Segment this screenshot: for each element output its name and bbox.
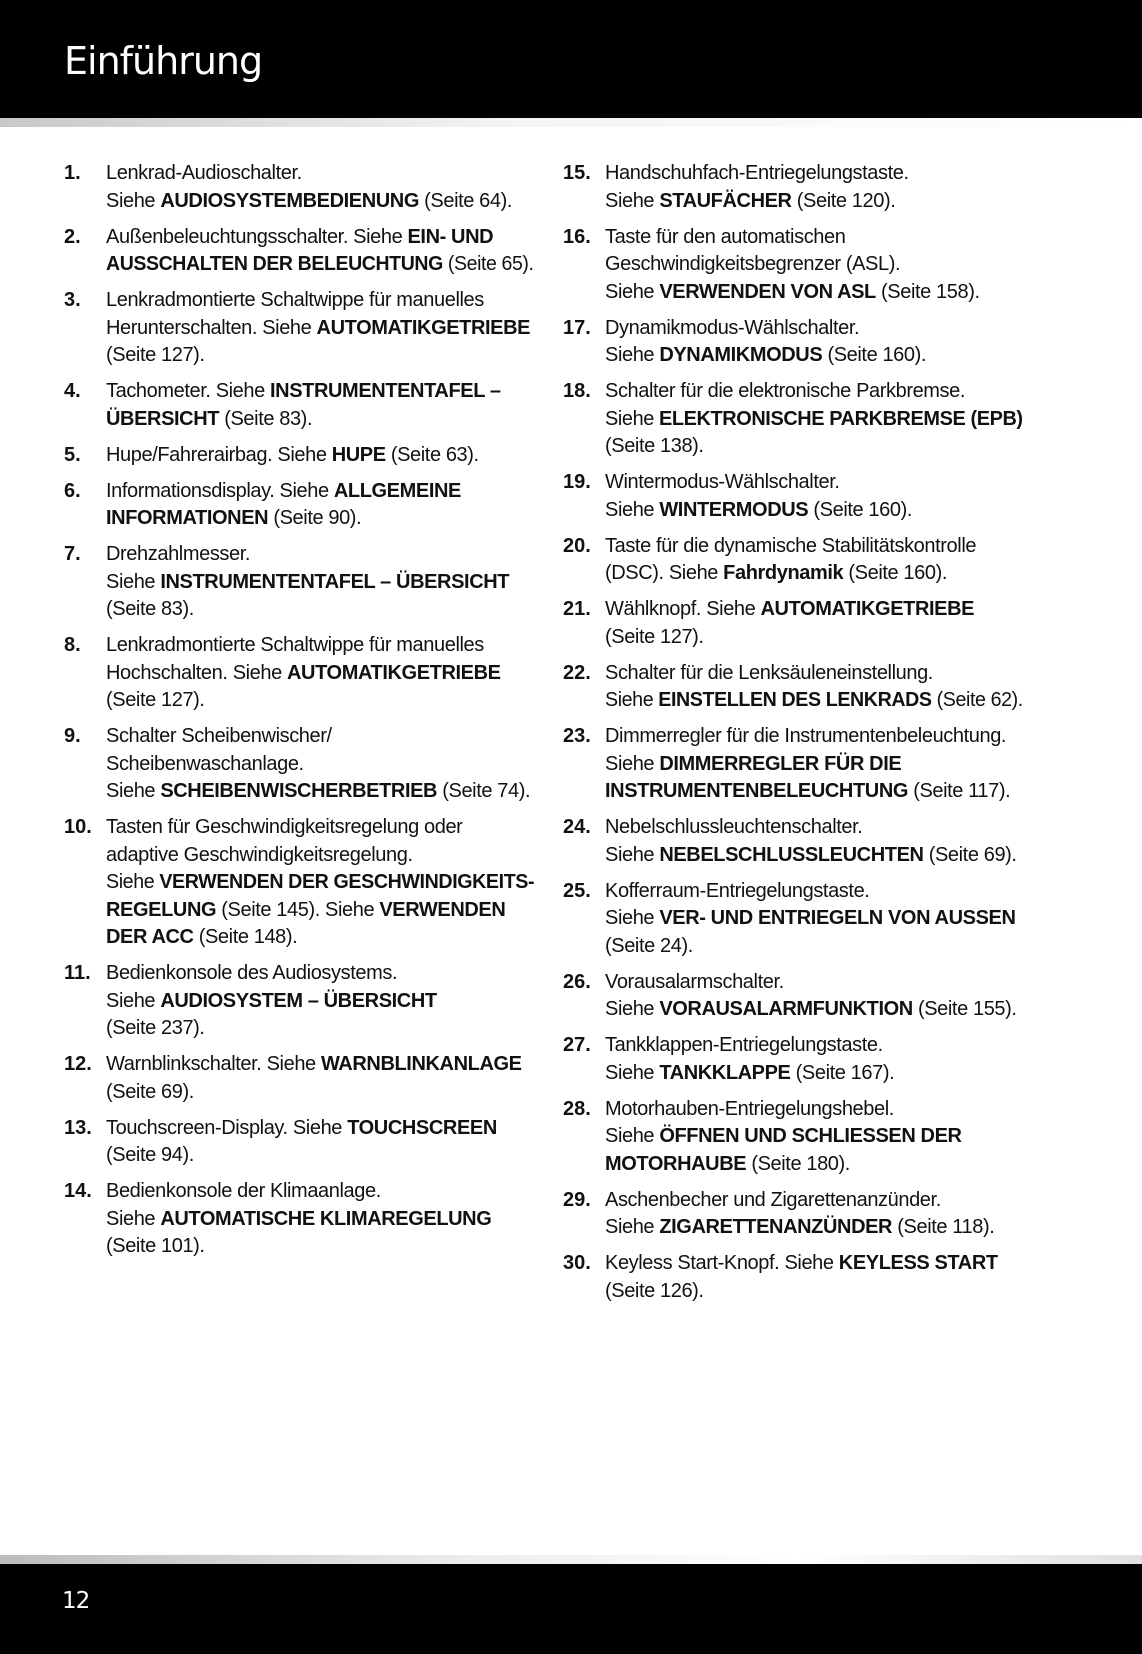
- item-text: (Seite 158).: [875, 280, 980, 303]
- list-item: [563, 723, 1023, 806]
- list-item: [563, 533, 1023, 588]
- item-description: [605, 969, 1023, 1024]
- item-line: [106, 1233, 205, 1261]
- item-line: [605, 497, 912, 525]
- list-item: [563, 596, 1023, 651]
- item-text: (Seite 118).: [892, 1216, 995, 1238]
- item-line: [605, 560, 947, 588]
- cross-reference: ÜBERSICHT: [106, 407, 220, 430]
- item-text: (Seite 62).: [931, 689, 1023, 711]
- item-line: [605, 624, 704, 652]
- item-number: 18.: [563, 380, 591, 402]
- item-description: [106, 224, 534, 279]
- item-description: [605, 596, 1023, 651]
- item-number: 24.: [563, 816, 591, 838]
- item-text: Dynamikmodus-Wählschalter.: [605, 316, 860, 339]
- item-line: [106, 1079, 194, 1107]
- item-line: [605, 842, 1017, 870]
- item-text: Drehzahlmesser.: [106, 543, 251, 565]
- footer-bar: [0, 1564, 1142, 1654]
- item-number: 6.: [64, 479, 81, 502]
- item-line: [605, 751, 901, 779]
- item-text: (Seite 237).: [106, 1017, 205, 1039]
- item-description: [106, 442, 534, 470]
- item-description: [106, 1115, 534, 1170]
- item-line: [106, 505, 361, 533]
- item-text: (Seite 120).: [791, 189, 896, 212]
- list-item: [64, 632, 534, 715]
- item-text: (Seite 127).: [106, 689, 205, 711]
- item-text: Taste für die dynamische Stabilitätskontrolle: [605, 534, 977, 557]
- item-text: Handschuhfach-Entriegelungstaste.: [605, 162, 909, 184]
- header-bar: [0, 0, 1142, 118]
- item-line: [605, 660, 933, 688]
- item-line: [106, 1015, 205, 1043]
- item-line: [605, 1278, 704, 1306]
- cross-reference: AUTOMATIKGETRIEBE: [760, 598, 975, 620]
- item-description: [605, 660, 1023, 715]
- item-line: [106, 1178, 381, 1206]
- list-item: [64, 1115, 534, 1170]
- item-line: [106, 442, 479, 470]
- item-description: [106, 960, 534, 1043]
- item-line: [605, 905, 1016, 933]
- list-item: [563, 224, 1023, 307]
- item-line: [106, 315, 530, 343]
- item-line: [605, 378, 965, 406]
- item-text: Nebelschlussleuchtenschalter.: [605, 816, 863, 838]
- item-text: Siehe: [605, 407, 660, 430]
- item-description: [106, 287, 534, 370]
- list-item: [64, 160, 534, 215]
- item-line: [605, 188, 895, 216]
- list-item: [563, 878, 1023, 961]
- cross-reference: INSTRUMENTENBELEUCHTUNG: [605, 780, 909, 802]
- entry-list-left: [64, 160, 534, 1269]
- item-number: 15.: [563, 162, 591, 184]
- item-text: Tasten für Geschwindigkeitsregelung oder: [106, 816, 463, 838]
- list-item: [563, 1032, 1023, 1087]
- item-text: Hupe/Fahrerairbag. Siehe: [106, 443, 332, 466]
- item-text: Dimmerregler für die Instrumentenbeleuchtung.: [605, 725, 1007, 747]
- item-line: [106, 988, 437, 1016]
- item-text: Siehe: [605, 1125, 660, 1147]
- page-number: 12: [62, 1588, 90, 1614]
- cross-reference: TOUCHSCREEN: [347, 1116, 497, 1139]
- item-number: 14.: [64, 1180, 92, 1202]
- item-number: 4.: [64, 380, 81, 402]
- cross-reference: ALLGEMEINE: [333, 479, 461, 502]
- list-item: [64, 287, 534, 370]
- item-text: Kofferraum-Entriegelungstaste.: [605, 879, 870, 902]
- item-text: (Seite 127).: [605, 625, 704, 648]
- item-line: [106, 751, 304, 779]
- item-text: Siehe: [605, 907, 660, 929]
- item-text: (Seite 90).: [268, 507, 362, 529]
- item-number: 23.: [563, 725, 591, 747]
- item-line: [605, 1032, 883, 1060]
- item-line: [106, 1115, 497, 1143]
- item-description: [605, 224, 1023, 307]
- item-description: [106, 1178, 534, 1261]
- list-item: [563, 1250, 1023, 1305]
- item-text: Wintermodus-Wählschalter.: [605, 471, 840, 493]
- item-text: Lenkradmontierte Schaltwippe für manuelles: [106, 634, 484, 656]
- item-text: (Seite 101).: [106, 1235, 205, 1257]
- cross-reference: AUDIOSYSTEM – ÜBERSICHT: [160, 989, 437, 1012]
- list-item: [64, 723, 534, 806]
- item-text: Außenbeleuchtungsschalter. Siehe: [106, 225, 408, 248]
- item-text: (Seite 148).: [193, 926, 298, 948]
- item-number: 25.: [563, 879, 591, 902]
- list-item: [563, 1187, 1023, 1242]
- item-description: [605, 469, 1023, 524]
- item-text: Vorausalarmschalter.: [605, 970, 784, 993]
- item-description: [106, 632, 534, 715]
- item-text: Hochschalten. Siehe: [106, 661, 288, 684]
- item-text: (Seite 160).: [843, 562, 948, 584]
- item-line: [605, 469, 840, 497]
- item-line: [106, 842, 413, 870]
- item-line: [605, 814, 862, 842]
- item-line: [106, 723, 332, 751]
- cross-reference: ÖFFNEN UND SCHLIESSEN DER: [659, 1125, 962, 1147]
- cross-reference: MOTORHAUBE: [605, 1152, 747, 1175]
- cross-reference: AUDIOSYSTEMBEDIENUNG: [160, 189, 420, 212]
- item-line: [605, 160, 909, 188]
- item-description: [605, 814, 1023, 869]
- item-text: (Seite 83).: [219, 407, 313, 430]
- item-description: [605, 378, 1023, 461]
- cross-reference: DYNAMIKMODUS: [659, 344, 823, 366]
- item-text: Siehe: [106, 780, 161, 802]
- item-line: [605, 1060, 894, 1088]
- item-text: (Seite 24).: [605, 934, 693, 957]
- item-text: (Seite 69).: [106, 1080, 194, 1103]
- item-number: 26.: [563, 970, 591, 993]
- item-line: [605, 687, 1023, 715]
- item-text: Motorhauben-Entriegelungshebel.: [605, 1097, 894, 1120]
- item-number: 20.: [563, 534, 591, 557]
- item-line: [106, 478, 461, 506]
- item-text: Aschenbecher und Zigarettenanzünder.: [605, 1188, 941, 1211]
- cross-reference: Fahrdynamik: [723, 562, 844, 584]
- item-text: Warnblinkschalter. Siehe: [106, 1053, 321, 1075]
- item-text: (Seite 69).: [923, 843, 1017, 866]
- item-line: [106, 960, 397, 988]
- cross-reference: TANKKLAPPE: [659, 1061, 791, 1084]
- item-text: (DSC). Siehe: [605, 562, 724, 584]
- item-text: adaptive Geschwindigkeitsregelung.: [106, 843, 413, 866]
- item-number: 1.: [64, 162, 81, 184]
- item-text: Siehe: [605, 280, 660, 303]
- item-line: [605, 279, 980, 307]
- item-number: 5.: [64, 443, 81, 466]
- cross-reference: REGELUNG: [106, 898, 217, 921]
- item-line: [605, 315, 859, 343]
- item-number: 3.: [64, 289, 81, 311]
- list-item: [64, 442, 534, 470]
- cross-reference: VER- UND ENTRIEGELN VON AUSSEN: [659, 907, 1016, 929]
- list-item: [563, 969, 1023, 1024]
- item-line: [106, 224, 493, 252]
- item-text: Siehe: [605, 189, 660, 212]
- item-line: [106, 660, 501, 688]
- cross-reference: SCHEIBENWISCHERBETRIEB: [160, 780, 438, 802]
- item-description: [106, 160, 534, 215]
- item-line: [106, 378, 501, 406]
- item-text: Siehe: [605, 498, 660, 521]
- item-text: Siehe: [605, 1061, 660, 1084]
- item-line: [106, 924, 297, 952]
- item-text: Touchscreen-Display. Siehe: [106, 1116, 348, 1139]
- item-text: Siehe: [106, 871, 160, 893]
- item-line: [605, 1250, 998, 1278]
- item-line: [106, 541, 250, 569]
- item-line: [605, 596, 974, 624]
- item-text: Tachometer. Siehe: [106, 380, 271, 402]
- item-text: (Seite 94).: [106, 1144, 194, 1166]
- item-description: [605, 1187, 1023, 1242]
- item-line: [106, 188, 512, 216]
- list-item: [563, 660, 1023, 715]
- item-number: 28.: [563, 1097, 591, 1120]
- cross-reference: DIMMERREGLER FÜR DIE: [659, 752, 902, 775]
- cross-reference: WINTERMODUS: [659, 498, 809, 521]
- list-item: [64, 541, 534, 624]
- item-text: Schalter für die elektronische Parkbremse.: [605, 380, 966, 402]
- item-description: [106, 378, 534, 433]
- item-description: [106, 478, 534, 533]
- item-number: 29.: [563, 1188, 591, 1211]
- list-item: [64, 1178, 534, 1261]
- item-number: 7.: [64, 543, 81, 565]
- list-item: [563, 378, 1023, 461]
- cross-reference: EINSTELLEN DES LENKRADS: [658, 689, 932, 711]
- item-line: [106, 287, 484, 315]
- item-description: [106, 541, 534, 624]
- item-line: [106, 897, 505, 925]
- item-text: Wählknopf. Siehe: [605, 598, 761, 620]
- entry-list-right: [563, 160, 1023, 1314]
- cross-reference: AUTOMATIKGETRIEBE: [316, 316, 531, 339]
- item-text: Lenkrad-Audioschalter.: [106, 162, 302, 184]
- list-item: [563, 160, 1023, 215]
- cross-reference: HUPE: [331, 443, 386, 466]
- item-text: (Seite 117).: [908, 780, 1011, 802]
- list-item: [563, 814, 1023, 869]
- item-line: [106, 569, 509, 597]
- item-line: [605, 433, 704, 461]
- item-text: Schalter für die Lenksäuleneinstellung.: [605, 661, 933, 684]
- item-text: Siehe: [605, 1216, 660, 1238]
- item-line: [106, 687, 205, 715]
- item-description: [605, 160, 1023, 215]
- cross-reference: AUSSCHALTEN DER BELEUCHTUNG: [106, 253, 443, 275]
- item-line: [106, 814, 462, 842]
- item-line: [605, 933, 693, 961]
- item-text: Siehe: [106, 989, 161, 1012]
- item-text: (Seite 167).: [790, 1061, 895, 1084]
- item-line: [605, 1123, 962, 1151]
- item-text: (Seite 64).: [419, 189, 513, 212]
- item-text: Siehe: [605, 843, 660, 866]
- cross-reference: AUTOMATISCHE KLIMAREGELUNG: [160, 1207, 492, 1230]
- item-number: 2.: [64, 225, 81, 248]
- item-text: Siehe: [106, 189, 161, 212]
- item-number: 21.: [563, 598, 591, 620]
- item-text: Siehe: [106, 1207, 161, 1230]
- item-number: 13.: [64, 1116, 92, 1139]
- item-text: (Seite 74).: [437, 780, 531, 802]
- item-line: [106, 1051, 522, 1079]
- page-title: Einführung: [64, 39, 263, 83]
- item-description: [605, 1096, 1023, 1179]
- item-text: Keyless Start-Knopf. Siehe: [605, 1252, 839, 1274]
- item-number: 27.: [563, 1034, 591, 1056]
- cross-reference: INSTRUMENTENTAFEL –: [270, 380, 501, 402]
- item-line: [106, 406, 312, 434]
- item-text: Siehe: [605, 689, 659, 711]
- item-line: [605, 1096, 894, 1124]
- item-text: (Seite 65).: [442, 253, 534, 275]
- item-description: [605, 723, 1023, 806]
- item-line: [106, 596, 194, 624]
- cross-reference: NEBELSCHLUSSLEUCHTEN: [659, 843, 924, 866]
- item-line: [106, 251, 534, 279]
- cross-reference: VERWENDEN DER GESCHWINDIGKEITS-: [159, 871, 535, 893]
- item-line: [605, 342, 926, 370]
- list-item: [563, 1096, 1023, 1179]
- cross-reference: INFORMATIONEN: [106, 507, 269, 529]
- item-text: (Seite 83).: [106, 598, 194, 620]
- item-text: Siehe: [605, 998, 660, 1020]
- item-text: (Seite 127).: [106, 344, 205, 366]
- item-text: Scheibenwaschanlage.: [106, 752, 304, 775]
- item-text: Lenkradmontierte Schaltwippe für manuelles: [106, 289, 484, 311]
- list-item: [64, 224, 534, 279]
- item-description: [605, 1250, 1023, 1305]
- item-line: [106, 869, 534, 897]
- list-item: [64, 960, 534, 1043]
- item-text: Siehe: [605, 344, 660, 366]
- item-text: (Seite 138).: [605, 435, 704, 457]
- cross-reference: EIN- UND: [407, 225, 494, 248]
- item-text: (Seite 63).: [385, 443, 479, 466]
- item-text: (Seite 145). Siehe: [216, 898, 380, 921]
- item-text: Schalter Scheibenwischer/: [106, 725, 332, 747]
- item-line: [605, 1151, 850, 1179]
- cross-reference: AUTOMATIKGETRIEBE: [287, 661, 501, 684]
- item-number: 12.: [64, 1053, 92, 1075]
- item-description: [106, 723, 534, 806]
- item-line: [605, 996, 1017, 1024]
- item-text: Herunterschalten. Siehe: [106, 316, 317, 339]
- item-number: 22.: [563, 661, 591, 684]
- item-line: [605, 778, 1010, 806]
- item-line: [605, 251, 900, 279]
- item-text: Siehe: [605, 752, 660, 775]
- cross-reference: ELEKTRONISCHE PARKBREMSE (EPB): [659, 407, 1023, 430]
- item-line: [605, 969, 784, 997]
- item-text: (Seite 180).: [746, 1152, 850, 1175]
- item-number: 19.: [563, 471, 591, 493]
- item-description: [605, 533, 1023, 588]
- item-line: [605, 723, 1006, 751]
- item-text: (Seite 160).: [808, 498, 912, 521]
- item-number: 9.: [64, 725, 81, 747]
- item-number: 16.: [563, 225, 591, 248]
- item-number: 17.: [563, 316, 591, 339]
- item-line: [605, 533, 976, 561]
- item-line: [605, 1214, 994, 1242]
- item-text: Siehe: [106, 570, 161, 593]
- item-text: (Seite 126).: [605, 1279, 704, 1302]
- item-number: 30.: [563, 1252, 591, 1274]
- item-line: [605, 1187, 941, 1215]
- item-description: [605, 1032, 1023, 1087]
- item-line: [106, 1206, 491, 1234]
- item-text: Bedienkonsole der Klimaanlage.: [106, 1180, 381, 1202]
- item-description: [106, 1051, 534, 1106]
- cross-reference: STAUFÄCHER: [659, 189, 792, 212]
- item-number: 10.: [64, 816, 92, 838]
- item-description: [605, 315, 1023, 370]
- header-divider: [0, 118, 1142, 127]
- cross-reference: KEYLESS START: [838, 1252, 998, 1274]
- item-number: 8.: [64, 634, 81, 656]
- item-line: [605, 224, 845, 252]
- list-item: [64, 1051, 534, 1106]
- list-item: [64, 814, 534, 952]
- item-line: [106, 632, 484, 660]
- item-description: [605, 878, 1023, 961]
- cross-reference: DER ACC: [106, 926, 194, 948]
- cross-reference: WARNBLINKANLAGE: [320, 1053, 522, 1075]
- footer-divider: [0, 1555, 1142, 1564]
- list-item: [563, 315, 1023, 370]
- item-text: Geschwindigkeitsbegrenzer (ASL).: [605, 253, 901, 275]
- item-number: 11.: [64, 962, 91, 984]
- item-text: Informationsdisplay. Siehe: [106, 479, 334, 502]
- item-description: [106, 814, 534, 952]
- list-item: [563, 469, 1023, 524]
- item-text: Bedienkonsole des Audiosystems.: [106, 962, 398, 984]
- item-line: [106, 342, 205, 370]
- cross-reference: VERWENDEN VON ASL: [659, 280, 876, 303]
- item-text: Taste für den automatischen: [605, 225, 846, 248]
- item-text: Tankklappen-Entriegelungstaste.: [605, 1034, 883, 1056]
- list-item: [64, 378, 534, 433]
- item-line: [106, 778, 530, 806]
- list-item: [64, 478, 534, 533]
- item-line: [106, 160, 302, 188]
- cross-reference: VORAUSALARMFUNKTION: [659, 998, 913, 1020]
- item-text: (Seite 160).: [822, 344, 927, 366]
- item-line: [605, 878, 869, 906]
- item-line: [106, 1142, 194, 1170]
- cross-reference: ZIGARETTENANZÜNDER: [659, 1216, 893, 1238]
- cross-reference: INSTRUMENTENTAFEL – ÜBERSICHT: [160, 570, 510, 593]
- cross-reference: VERWENDEN: [379, 898, 506, 921]
- item-line: [605, 406, 1023, 434]
- item-text: (Seite 155).: [912, 998, 1017, 1020]
